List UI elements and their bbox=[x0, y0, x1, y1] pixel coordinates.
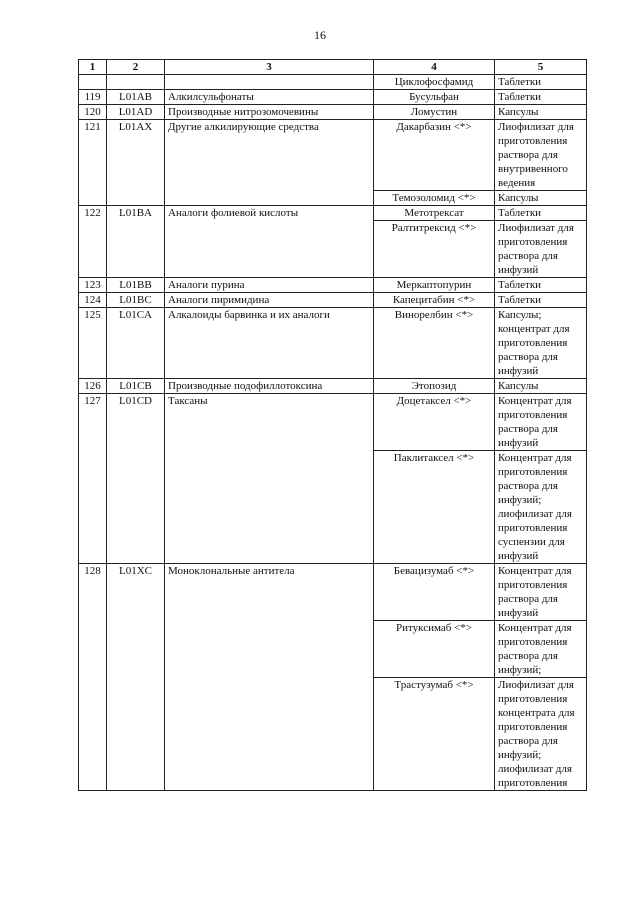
dosage-form: Лиофилизат для приготовления раствора для внутривенного ведения bbox=[495, 120, 587, 191]
drug-name: Капецитабин <*> bbox=[374, 293, 495, 308]
drug-name: Меркаптопурин bbox=[374, 278, 495, 293]
dosage-form: Таблетки bbox=[495, 206, 587, 221]
row-number: 124 bbox=[79, 293, 107, 308]
drug-name: Доцетаксел <*> bbox=[374, 394, 495, 451]
drug-name: Трастузумаб <*> bbox=[374, 678, 495, 791]
table-row bbox=[79, 564, 587, 621]
group-name: Производные нитрозомочевины bbox=[165, 105, 374, 120]
column-header: 2 bbox=[107, 60, 165, 75]
drug-name: Темозоломид <*> bbox=[374, 191, 495, 206]
group-name: Аналоги пурина bbox=[165, 278, 374, 293]
group-name: Производные подофиллотоксина bbox=[165, 379, 374, 394]
atc-code: L01CD bbox=[107, 394, 165, 564]
drug-name: Винорелбин <*> bbox=[374, 308, 495, 379]
group-name: Алкилсульфонаты bbox=[165, 90, 374, 105]
row-number bbox=[79, 75, 107, 90]
atc-code: L01BA bbox=[107, 206, 165, 278]
table-row bbox=[79, 90, 587, 105]
dosage-form: Капсулы; концентрат для приготовления раствора для инфузий bbox=[495, 308, 587, 379]
dosage-form: Таблетки bbox=[495, 293, 587, 308]
table-row bbox=[79, 394, 587, 451]
table-row bbox=[79, 278, 587, 293]
group-name: Алкалоиды барвинка и их аналоги bbox=[165, 308, 374, 379]
drug-name: Циклофосфамид bbox=[374, 75, 495, 90]
dosage-form: Капсулы bbox=[495, 105, 587, 120]
dosage-form: Концентрат для приготовления раствора для инфузий bbox=[495, 564, 587, 621]
atc-code: L01BB bbox=[107, 278, 165, 293]
row-number: 121 bbox=[79, 120, 107, 206]
column-header: 5 bbox=[495, 60, 587, 75]
drug-name: Этопозид bbox=[374, 379, 495, 394]
atc-code: L01CB bbox=[107, 379, 165, 394]
row-number: 120 bbox=[79, 105, 107, 120]
dosage-form: Лиофилизат для приготовления концентрата для приготовления раствора для инфузий; лиофилизат для приготовления bbox=[495, 678, 587, 791]
dosage-form: Таблетки bbox=[495, 75, 587, 90]
atc-code: L01AX bbox=[107, 120, 165, 206]
drug-name: Бусульфан bbox=[374, 90, 495, 105]
atc-code: L01AD bbox=[107, 105, 165, 120]
drug-name: Ралтитрексид <*> bbox=[374, 221, 495, 278]
row-number: 122 bbox=[79, 206, 107, 278]
dosage-form: Таблетки bbox=[495, 90, 587, 105]
atc-code: L01BC bbox=[107, 293, 165, 308]
column-header: 3 bbox=[165, 60, 374, 75]
drug-name: Ритуксимаб <*> bbox=[374, 621, 495, 678]
table-row bbox=[79, 105, 587, 120]
row-number: 125 bbox=[79, 308, 107, 379]
table-row bbox=[79, 75, 587, 90]
row-number: 128 bbox=[79, 564, 107, 791]
group-name: Моноклональные антитела bbox=[165, 564, 374, 791]
group-name bbox=[165, 75, 374, 90]
drug-name: Метотрексат bbox=[374, 206, 495, 221]
table-header-row bbox=[79, 60, 587, 75]
row-number: 123 bbox=[79, 278, 107, 293]
table-row bbox=[79, 379, 587, 394]
table-row bbox=[79, 308, 587, 379]
table-row bbox=[79, 120, 587, 191]
dosage-form: Лиофилизат для приготовления раствора для инфузий bbox=[495, 221, 587, 278]
dosage-form: Концентрат для приготовления раствора для инфузий; лиофилизат для приготовления суспензии для инфузий bbox=[495, 451, 587, 564]
table-row bbox=[79, 206, 587, 221]
atc-code: L01XC bbox=[107, 564, 165, 791]
group-name: Аналоги фолиевой кислоты bbox=[165, 206, 374, 278]
column-header: 1 bbox=[79, 60, 107, 75]
atc-code: L01AB bbox=[107, 90, 165, 105]
column-header: 4 bbox=[374, 60, 495, 75]
drug-name: Паклитаксел <*> bbox=[374, 451, 495, 564]
dosage-form: Капсулы bbox=[495, 379, 587, 394]
atc-code: L01CA bbox=[107, 308, 165, 379]
group-name: Таксаны bbox=[165, 394, 374, 564]
dosage-form: Концентрат для приготовления раствора для инфузий; bbox=[495, 621, 587, 678]
atc-code bbox=[107, 75, 165, 90]
group-name: Аналоги пиримидина bbox=[165, 293, 374, 308]
drug-name: Ломустин bbox=[374, 105, 495, 120]
drug-name: Дакарбазин <*> bbox=[374, 120, 495, 191]
dosage-form: Таблетки bbox=[495, 278, 587, 293]
page-number: 16 bbox=[314, 28, 326, 42]
dosage-form: Капсулы bbox=[495, 191, 587, 206]
group-name: Другие алкилирующие средства bbox=[165, 120, 374, 206]
drug-name: Бевацизумаб <*> bbox=[374, 564, 495, 621]
drug-table bbox=[78, 59, 587, 791]
row-number: 126 bbox=[79, 379, 107, 394]
row-number: 119 bbox=[79, 90, 107, 105]
row-number: 127 bbox=[79, 394, 107, 564]
table-row bbox=[79, 293, 587, 308]
dosage-form: Концентрат для приготовления раствора для инфузий bbox=[495, 394, 587, 451]
